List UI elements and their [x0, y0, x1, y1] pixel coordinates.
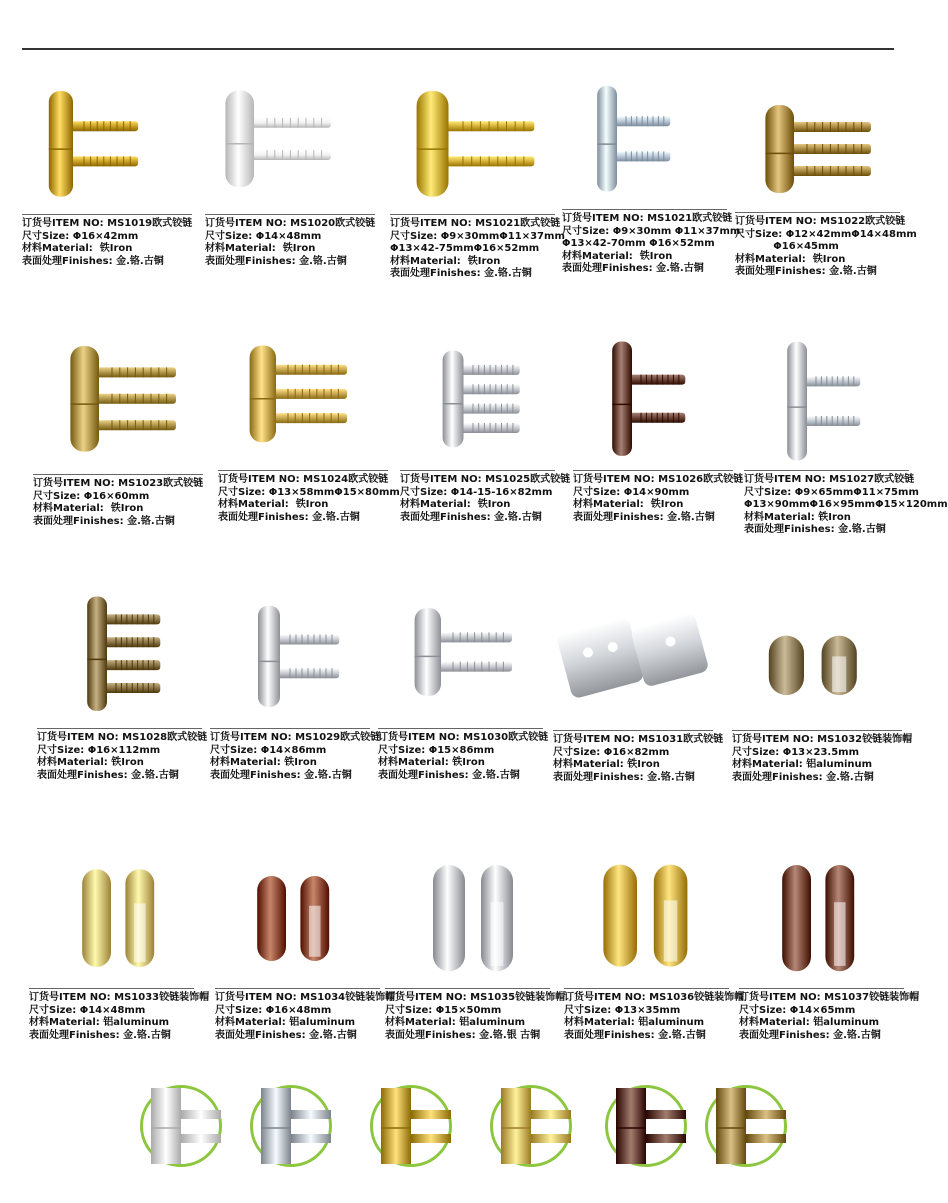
product-caption	[37, 732, 207, 782]
caption-item: 订货号ITEM NO: MS1035铰链装饰帽	[385, 992, 566, 1003]
caption-finish: 表面处理Finishes: 金.铬.古铜	[205, 255, 347, 267]
caption-item: 订货号ITEM NO: MS1037铰链装饰帽	[739, 992, 920, 1003]
finish-swatch	[140, 1085, 222, 1167]
caption-divider	[553, 730, 713, 731]
caption-divider	[210, 728, 370, 729]
product-image	[590, 80, 680, 204]
caption-divider	[744, 470, 909, 471]
caption-finish: 表面处理Finishes: 金.铬.古铜	[218, 511, 360, 523]
caption-divider	[29, 988, 194, 989]
caption-finish: 表面处理Finishes: 金.铬.古铜	[33, 515, 175, 527]
caption-material: 材料Material: 铁Iron	[205, 243, 316, 254]
caption-finish: 表面处理Finishes: 金.铬.古铜	[29, 1029, 171, 1041]
product-caption	[390, 218, 565, 281]
product-image	[240, 340, 360, 454]
product-caption	[210, 732, 380, 782]
caption-item: 订货号ITEM NO: MS1022欧式铰链	[735, 216, 906, 227]
caption-material: 材料Material: 铁Iron	[562, 250, 673, 262]
product-image	[555, 603, 720, 717]
caption-material: 材料Material: 铁Iron	[390, 255, 501, 267]
product-image	[250, 600, 350, 719]
caption-size: 尺寸Size: Φ14×86mm	[210, 744, 327, 756]
product-image	[755, 100, 885, 204]
finish-swatch	[370, 1085, 452, 1167]
product-caption	[735, 216, 917, 279]
caption-finish: 表面处理Finishes: 金.铬.古铜	[564, 1029, 706, 1041]
caption-size: 尺寸Size: Φ14×65mm	[739, 1004, 856, 1016]
caption-item: 订货号ITEM NO: MS1021欧式铰链	[390, 218, 561, 229]
product-caption	[22, 218, 192, 268]
caption-size: 尺寸Size: Φ14×90mm	[573, 486, 690, 498]
product-image	[435, 345, 530, 459]
product-caption	[744, 474, 948, 537]
caption-item: 订货号ITEM NO: MS1032铰链装饰帽	[732, 734, 913, 745]
caption-size2: Φ13×42-70mm Φ16×52mm	[562, 238, 715, 249]
caption-divider	[735, 212, 900, 213]
caption-finish: 表面处理Finishes: 金.铬.古铜	[553, 771, 695, 783]
product-caption	[739, 992, 919, 1042]
caption-item: 订货号ITEM NO: MS1021欧式铰链	[562, 213, 733, 224]
caption-divider	[378, 728, 543, 729]
product-caption	[400, 474, 570, 524]
caption-item: 订货号ITEM NO: MS1029欧式铰链	[210, 732, 381, 743]
caption-size: 尺寸Size: Φ13×58mmΦ15×80mm	[218, 486, 400, 498]
product-caption	[215, 992, 395, 1042]
caption-size: 尺寸Size: Φ16×60mm	[33, 490, 150, 502]
caption-material: 材料Material: 铝aluminum	[215, 1017, 356, 1028]
caption-divider	[215, 988, 380, 989]
caption-item: 订货号ITEM NO: MS1031欧式铰链	[553, 734, 724, 745]
product-image	[60, 340, 190, 464]
product-caption	[218, 474, 400, 524]
caption-divider	[564, 988, 729, 989]
caption-material: 材料Material: 铝aluminum	[29, 1017, 170, 1028]
caption-item: 订货号ITEM NO: MS1036铰链装饰帽	[564, 992, 745, 1003]
caption-size: 尺寸Size: Φ13×23.5mm	[732, 746, 860, 758]
product-image	[760, 630, 870, 704]
caption-finish: 表面处理Finishes: 金.铬.古铜	[215, 1029, 357, 1041]
product-image	[215, 85, 345, 199]
caption-divider	[562, 209, 727, 210]
caption-size: 尺寸Size: Φ12×42mmΦ14×48mm	[735, 228, 917, 240]
caption-size: 尺寸Size: Φ16×42mm	[22, 230, 139, 242]
caption-item: 订货号ITEM NO: MS1030欧式铰链	[378, 732, 549, 743]
caption-material: 材料Material: 铁Iron	[735, 253, 846, 265]
caption-size: 尺寸Size: Φ16×112mm	[37, 744, 161, 756]
product-caption	[573, 474, 743, 524]
caption-item: 订货号ITEM NO: MS1025欧式铰链	[400, 474, 571, 485]
caption-size: 尺寸Size: Φ13×35mm	[564, 1004, 681, 1016]
caption-size: 尺寸Size: Φ16×82mm	[553, 746, 670, 758]
caption-finish: 表面处理Finishes: 金.铬.古铜	[390, 268, 532, 279]
caption-size: 尺寸Size: Φ9×65mmΦ11×75mm	[744, 486, 919, 498]
caption-item: 订货号ITEM NO: MS1026欧式铰链	[573, 474, 744, 485]
product-image	[425, 855, 525, 984]
caption-size2: Φ16×45mm	[735, 241, 839, 252]
caption-divider	[37, 728, 202, 729]
caption-material: 材料Material: 铁Iron	[210, 757, 317, 768]
caption-size: 尺寸Size: Φ14-15-16×82mm	[400, 486, 553, 498]
caption-item: 订货号ITEM NO: MS1027欧式铰链	[744, 474, 915, 485]
caption-divider	[732, 730, 902, 731]
caption-material: 材料Material: 铁Iron	[218, 499, 329, 510]
caption-material: 材料Material: 铁Iron	[37, 757, 144, 768]
caption-material: 材料Material: 铁Iron	[33, 503, 144, 514]
top-divider	[22, 48, 894, 50]
product-image	[595, 855, 700, 979]
caption-divider	[22, 214, 192, 215]
caption-size: 尺寸Size: Φ15×50mm	[385, 1004, 502, 1016]
caption-divider	[205, 214, 375, 215]
caption-divider	[573, 470, 733, 471]
product-caption	[205, 218, 375, 268]
caption-finish: 表面处理Finishes: 金.铬.银 古铜	[385, 1029, 541, 1041]
caption-material: 材料Material: 铁Iron	[573, 499, 684, 510]
product-image	[40, 85, 150, 209]
caption-material: 材料Material: 铁Iron	[744, 511, 851, 523]
caption-divider	[390, 214, 555, 215]
caption-finish: 表面处理Finishes: 金.铬.古铜	[744, 524, 886, 535]
caption-material: 材料Material: 铁Iron	[553, 759, 660, 770]
product-image	[405, 603, 525, 707]
caption-material: 材料Material: 铝aluminum	[739, 1017, 880, 1028]
caption-size: 尺寸Size: Φ15×86mm	[378, 744, 495, 756]
caption-material: 材料Material: 铁Iron	[400, 499, 511, 510]
caption-material: 材料Material: 铝aluminum	[732, 759, 873, 770]
caption-divider	[218, 470, 388, 471]
caption-size: 尺寸Size: Φ16×48mm	[215, 1004, 332, 1016]
finish-swatch	[705, 1085, 787, 1167]
caption-finish: 表面处理Finishes: 金.铬.古铜	[210, 769, 352, 781]
product-caption	[385, 992, 565, 1042]
caption-finish: 表面处理Finishes: 金.铬.古铜	[735, 266, 877, 277]
caption-item: 订货号ITEM NO: MS1034铰链装饰帽	[215, 992, 396, 1003]
product-image	[250, 868, 340, 972]
caption-size2: Φ13×42-75mmΦ16×52mm	[390, 243, 540, 254]
caption-material: 材料Material: 铁Iron	[22, 243, 133, 254]
caption-size: 尺寸Size: Φ14×48mm	[205, 230, 322, 242]
caption-material: 材料Material: 铝aluminum	[564, 1017, 705, 1028]
caption-item: 订货号ITEM NO: MS1023欧式铰链	[33, 478, 204, 489]
product-image	[405, 85, 550, 209]
caption-finish: 表面处理Finishes: 金.铬.古铜	[562, 263, 704, 274]
product-image	[80, 590, 170, 724]
product-image	[780, 335, 870, 474]
product-caption	[553, 734, 723, 784]
caption-item: 订货号ITEM NO: MS1033铰链装饰帽	[29, 992, 210, 1003]
product-caption	[562, 213, 740, 276]
product-caption	[564, 992, 744, 1042]
finish-swatch	[490, 1085, 572, 1167]
caption-item: 订货号ITEM NO: MS1028欧式铰链	[37, 732, 208, 743]
caption-finish: 表面处理Finishes: 金.铬.古铜	[378, 769, 520, 781]
caption-finish: 表面处理Finishes: 金.铬.古铜	[739, 1029, 881, 1041]
caption-finish: 表面处理Finishes: 金.铬.古铜	[732, 771, 874, 783]
caption-size2: Φ13×90mmΦ16×95mmΦ15×120mm	[744, 499, 948, 510]
caption-divider	[33, 474, 203, 475]
product-caption	[29, 992, 209, 1042]
caption-divider	[385, 988, 550, 989]
caption-item: 订货号ITEM NO: MS1024欧式铰链	[218, 474, 389, 485]
caption-size: 尺寸Size: Φ9×30mmΦ11×37mm	[390, 230, 565, 242]
caption-material: 材料Material: 铝aluminum	[385, 1017, 526, 1028]
caption-finish: 表面处理Finishes: 金.铬.古铜	[400, 511, 542, 523]
caption-material: 材料Material: 铁Iron	[378, 757, 485, 768]
finish-swatch	[250, 1085, 332, 1167]
caption-divider	[400, 470, 555, 471]
product-image	[775, 855, 865, 984]
product-caption	[732, 734, 912, 784]
caption-divider	[739, 988, 904, 989]
caption-item: 订货号ITEM NO: MS1020欧式铰链	[205, 218, 376, 229]
caption-finish: 表面处理Finishes: 金.铬.古铜	[573, 511, 715, 523]
caption-finish: 表面处理Finishes: 金.铬.古铜	[22, 255, 164, 267]
caption-finish: 表面处理Finishes: 金.铬.古铜	[37, 769, 179, 781]
product-image	[605, 335, 695, 469]
product-caption	[33, 478, 203, 528]
caption-size: 尺寸Size: Φ14×48mm	[29, 1004, 146, 1016]
caption-item: 订货号ITEM NO: MS1019欧式铰链	[22, 218, 193, 229]
caption-size: 尺寸Size: Φ9×30mm Φ11×37mm	[562, 225, 741, 237]
finish-swatch	[605, 1085, 687, 1167]
product-image	[75, 860, 165, 979]
product-caption	[378, 732, 548, 782]
